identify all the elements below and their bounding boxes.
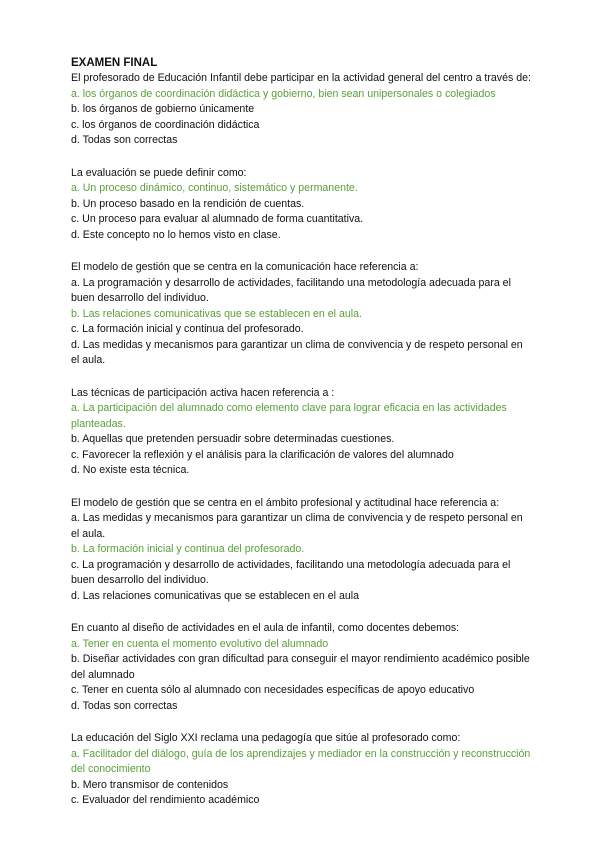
question-block <box>71 496 531 605</box>
answer-option: c. Un proceso para evaluar al alumnado de forma cuantitativa. <box>71 213 364 225</box>
question-text: El modelo de gestión que se centra en la comunicación hace referencia a: <box>71 261 419 273</box>
question-block <box>71 260 531 369</box>
answer-option: b. Diseñar actividades con gran dificultad para conseguir el mayor rendimiento académico posible del alumnado <box>71 653 530 681</box>
answer-option: d. Todas son correctas <box>71 699 178 712</box>
answer-option-correct: a. La participación del alumnado como elemento clave para lograr eficacia en las actividades planteadas. <box>71 402 507 430</box>
answer-option: d. No existe esta técnica. <box>71 464 190 476</box>
answer-option-correct: b. Las relaciones comunicativas que se establecen en el aula. <box>71 307 362 320</box>
question-block <box>71 71 531 149</box>
question-block <box>71 386 531 479</box>
answer-option: b. Un proceso basado en la rendición de cuentas. <box>71 197 305 210</box>
answer-option: d. Las relaciones comunicativas que se establecen en el aula <box>71 589 359 602</box>
answer-option: a. La programación y desarrollo de actividades, facilitando una metodología adecuada para el buen desarrollo del individuo. <box>71 276 511 304</box>
answer-option: c. La programación y desarrollo de actividades, facilitando una metodología adecuada para el buen desarrollo del individuo. <box>71 558 511 586</box>
answer-option: c. Favorecer la reflexión y el análisis para la clarificación de valores del alumnado <box>71 448 454 461</box>
question-text: En cuanto al diseño de actividades en el aula de infantil, como docentes debemos: <box>71 622 460 634</box>
answer-option-correct: a. Tener en cuenta el momento evolutivo del alumnado <box>71 637 329 650</box>
answer-option: d. Todas son correctas <box>71 134 178 146</box>
question-block <box>71 621 531 714</box>
question-block <box>71 166 531 244</box>
answer-option-correct: b. La formación inicial y continua del profesorado. <box>71 543 305 555</box>
answer-option: a. Las medidas y mecanismos para garantizar un clima de convivencia y de respeto personal en el aula. <box>71 512 523 540</box>
question-text: La evaluación se puede definir como: <box>71 166 247 179</box>
answer-option: c. Tener en cuenta sólo al alumnado con necesidades específicas de apoyo educativo <box>71 684 475 696</box>
answer-option-correct: a. Facilitador del diálogo, guía de los aprendizajes y mediador en la construcción y reconstrucción del conocimiento <box>71 747 531 775</box>
answer-option: c. Evaluador del rendimiento académico <box>71 794 260 806</box>
question-text: El modelo de gestión que se centra en el ámbito profesional y actitudinal hace referencia a: <box>71 496 500 509</box>
answer-option-correct: a. Un proceso dinámico, continuo, sistemático y permanente. <box>71 182 358 194</box>
document-content <box>71 56 531 826</box>
page-title: EXAMEN FINAL <box>71 57 158 69</box>
answer-option: c. La formación inicial y continua del profesorado. <box>71 323 304 335</box>
answer-option: b. Mero transmisor de contenidos <box>71 778 229 791</box>
answer-option-correct: a. los órganos de coordinación didáctica y gobierno, bien sean unipersonales o colegiados <box>71 87 496 100</box>
answer-option: d. Este concepto no lo hemos visto en clase. <box>71 228 281 241</box>
answer-option: b. los órganos de gobierno únicamente <box>71 103 255 115</box>
answer-option: d. Las medidas y mecanismos para garantizar un clima de convivencia y de respeto personal en el aula. <box>71 338 523 366</box>
question-block <box>71 731 531 809</box>
answer-option: b. Aquellas que pretenden persuadir sobre determinadas cuestiones. <box>71 433 395 445</box>
question-text: Las técnicas de participación activa hacen referencia a : <box>71 386 335 399</box>
answer-option: c. los órganos de coordinación didáctica <box>71 118 260 131</box>
question-text: La educación del Siglo XXI reclama una pedagogía que sitúe al profesorado como: <box>71 732 461 744</box>
question-text: El profesorado de Educación Infantil debe participar en la actividad general del centro a través de: <box>71 72 531 84</box>
